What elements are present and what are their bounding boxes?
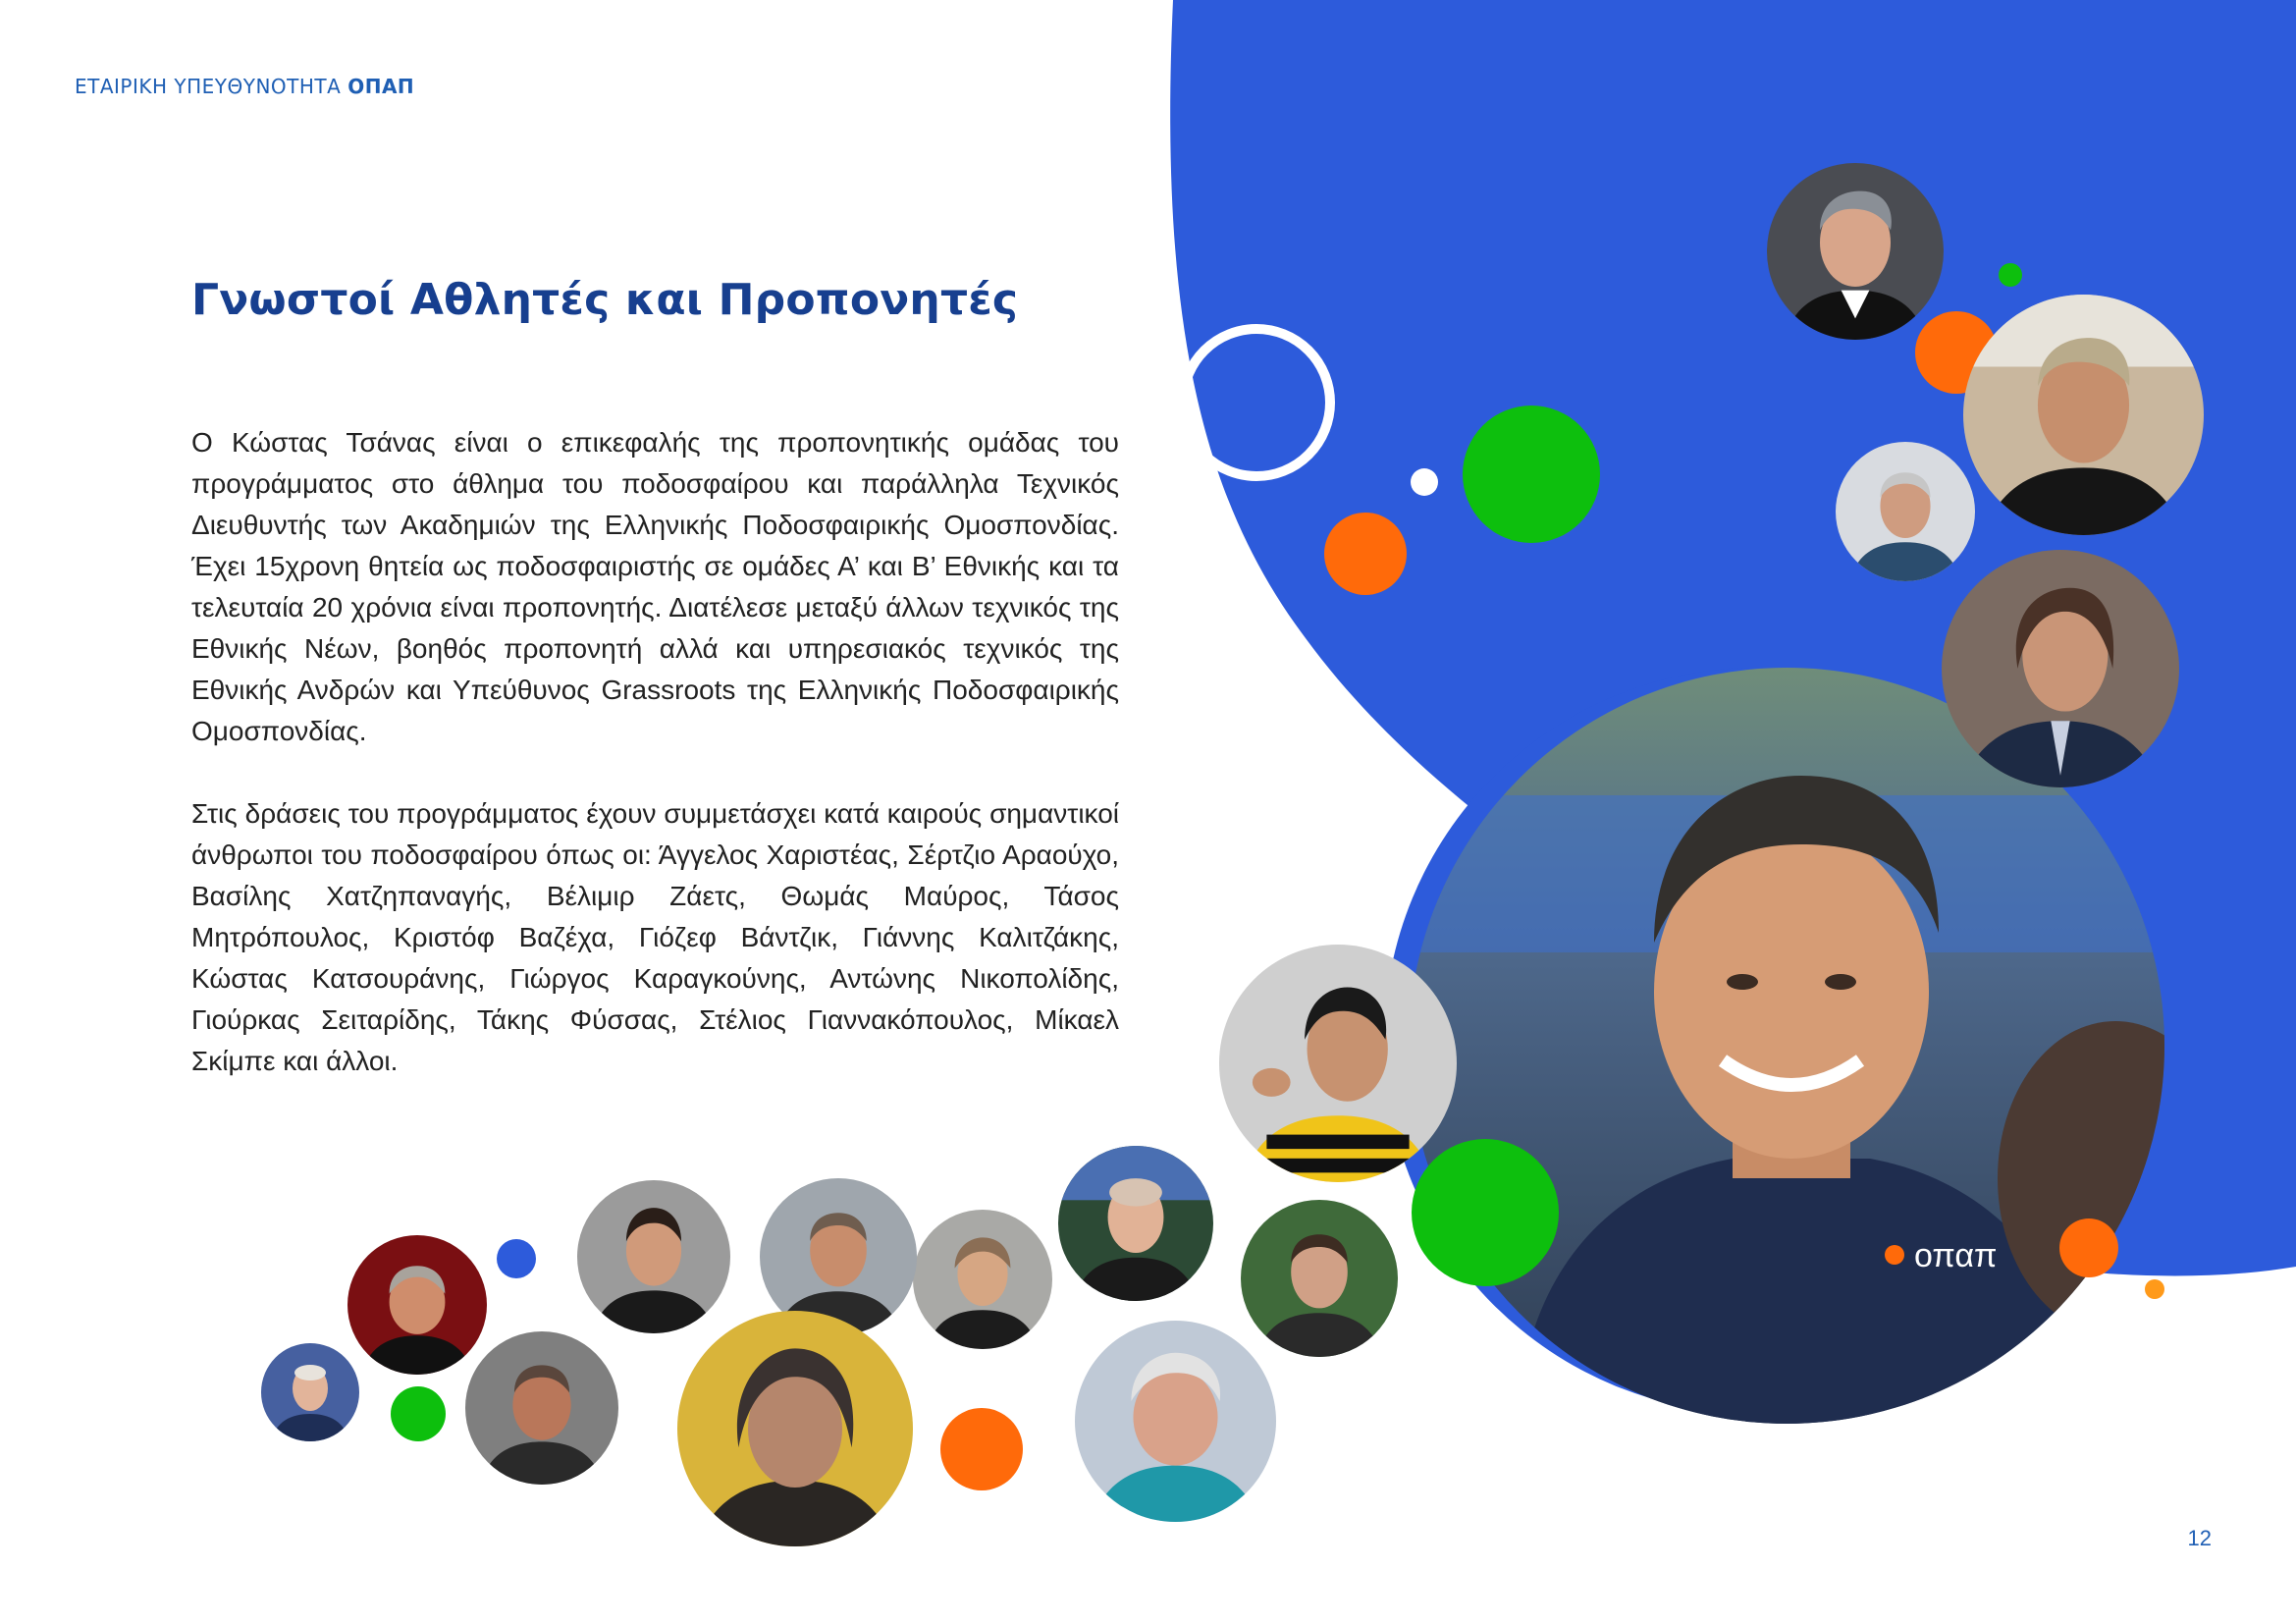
portrait-photo — [1963, 295, 2204, 535]
portrait-photo — [465, 1331, 618, 1485]
white-ring-decoration — [1178, 324, 1335, 481]
portrait-photo — [1219, 945, 1457, 1182]
portrait-photo — [1058, 1146, 1213, 1301]
paragraph-intro: Ο Κώστας Τσάνας είναι ο επικεφαλής της προπονητικής ομάδας του προγράμματος στο άθλημα του ποδοσφαίρου και παράλληλα Τεχνικός Διευθυντής των Ακαδημιών της Ελληνικής Ποδοσφαιρικής Ομοσπονδίας. Έχει 15χρονη θητεία ως ποδοσφαιριστής σε ομάδες Α’ και Β’ Εθνικής και τα τελευταία 20 χρόνια είναι προπονητής. Διατέλεσε μεταξύ άλλων τεχνικός της Εθνικής Νέων, βοηθός προπονητή αλλά και υπηρεσιακός τεχνικός της Εθνικής Ανδρών και Υπεύθυνος Grassroots της Ελληνικής Ποδοσφαιρικής Ομοσπονδίας. — [191, 427, 1119, 746]
portrait-photo — [577, 1180, 730, 1333]
page-number: 12 — [2187, 1526, 2212, 1550]
orange-dot-decoration — [1324, 513, 1407, 595]
header-text: ΕΤΑΙΡΙΚΗ ΥΠΕΥΘΥΝΟΤΗΤΑ — [75, 75, 342, 98]
portrait-photo — [261, 1343, 359, 1441]
portrait-photo — [1836, 442, 1975, 581]
paragraph-participants: Στις δράσεις του προγράμματος έχουν συμμετάσχει κατά καιρούς σημαντικοί άνθρωποι του ποδοσφαίρου όπως οι: Άγγελος Χαριστέας, Σέρτζιο Αραούχο, Βασίλης Χατζηπαναγής, Βέλιμιρ Ζάετς, Θωμάς Μαύρος, Τάσος Μητρόπουλος, Κριστόφ Βαζέχα, Γιόζεφ Βάντζικ, Γιάννης Καλιτζάκης, Κώστας Κατσουράνης, Γιώργος Καραγκούνης, Αντώνης Νικοπολίδης, Γιούρκας Σειταρίδης, Τάκης Φύσσας, Στέλιος Γιαννακόπουλος, Μίκαελ Σκίμπε και άλλοι. — [191, 798, 1119, 1076]
green-dot-decoration — [1412, 1139, 1559, 1286]
portrait-photo — [1241, 1200, 1398, 1357]
orange-dot-decoration — [940, 1408, 1023, 1490]
page-header — [75, 75, 414, 98]
portrait-photo — [1075, 1321, 1276, 1522]
orange-dot-decoration — [2145, 1279, 2164, 1299]
portrait-photo — [677, 1311, 913, 1546]
white-dot-decoration — [1411, 468, 1438, 496]
jacket-logo-text: οπαπ — [1914, 1237, 1998, 1274]
portrait-photo — [913, 1210, 1052, 1349]
blue-dot-decoration — [497, 1239, 536, 1278]
portrait-photo — [1942, 550, 2179, 787]
portrait-photo — [1767, 163, 1944, 340]
green-dot-decoration — [391, 1386, 446, 1441]
green-dot-decoration — [1463, 406, 1600, 543]
green-dot-decoration — [1999, 263, 2022, 287]
page-title: Γνωστοί Αθλητές και Προπονητές — [191, 275, 1019, 325]
header-brand: ΟΠΑΠ — [347, 75, 415, 98]
portrait-photo — [347, 1235, 487, 1375]
orange-dot-decoration — [2059, 1218, 2118, 1277]
